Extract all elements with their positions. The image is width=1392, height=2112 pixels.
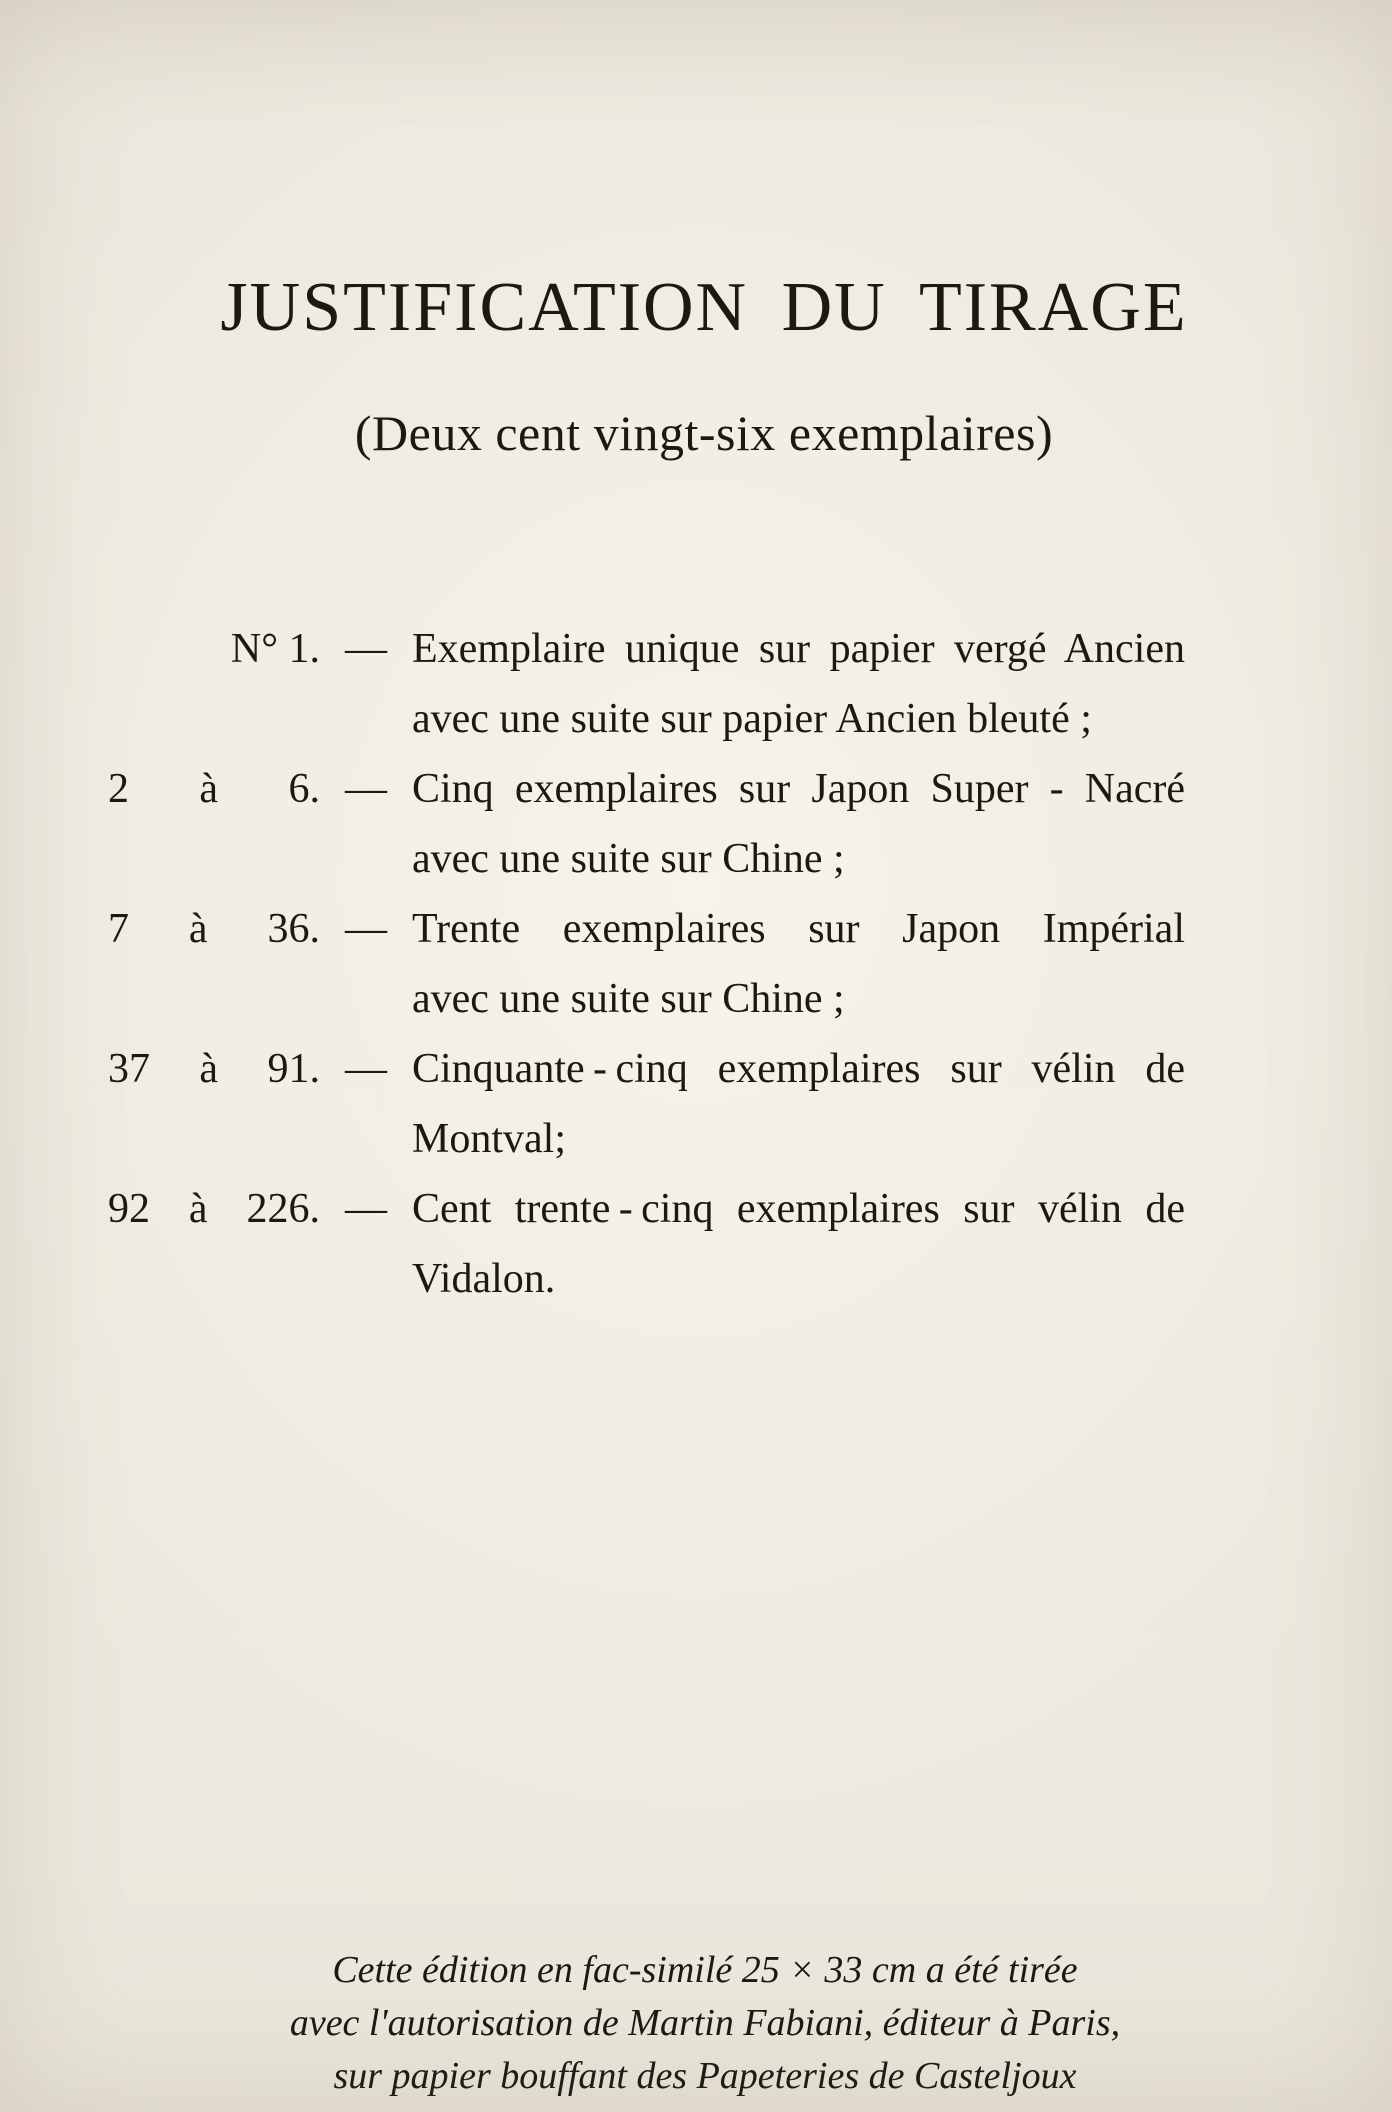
entry-dash: — — [345, 626, 387, 672]
page-title: JUSTIFICATION DU TIRAGE — [220, 269, 1188, 346]
entry-dash: — — [345, 1046, 387, 1092]
entry-text-line-1: Cent trente - cinq exemplaires sur vélin de — [412, 1186, 1185, 1232]
entry-text-line-1: Trente exemplaires sur Japon Impérial — [412, 906, 1185, 952]
entry-text-line-2: avec une suite sur papier Ancien bleuté ; — [412, 696, 1092, 742]
entry-text-line-1: Cinq exemplaires sur Japon Super - Nacré — [412, 766, 1185, 812]
entry-text-line-2: Montval; — [412, 1116, 566, 1162]
entry-label: 2 à 6. — [108, 766, 320, 812]
entry-label: 7 à 36. — [108, 906, 320, 952]
entry-label: 37 à 91. — [108, 1046, 320, 1092]
entry-text-line-2: avec une suite sur Chine ; — [412, 976, 845, 1022]
edition-entry-5 — [108, 1174, 1185, 1314]
page-subtitle: (Deux cent vingt-six exemplaires) — [354, 405, 1054, 461]
entry-label: 92 à 226. — [108, 1186, 320, 1232]
entry-dash: — — [345, 1186, 387, 1232]
edition-list — [108, 614, 1185, 1314]
colophon-line-2: avec l'autorisation de Martin Fabiani, éditeur à Paris, — [289, 2002, 1121, 2044]
edition-entry-2 — [108, 754, 1185, 894]
entry-text-line-1: Cinquante - cinq exemplaires sur vélin de — [412, 1046, 1185, 1092]
colophon — [9, 1944, 1392, 2103]
entry-text-line-1: Exemplaire unique sur papier vergé Ancien — [412, 626, 1185, 672]
entry-dash: — — [345, 906, 387, 952]
entry-text-line-2: avec une suite sur Chine ; — [412, 836, 845, 882]
entry-label: N° 1. — [230, 626, 320, 672]
colophon-line-3: sur papier bouffant des Papeteries de Casteljoux — [333, 2055, 1077, 2097]
edition-entry-3 — [108, 894, 1185, 1034]
edition-entry-4 — [108, 1034, 1185, 1174]
edition-entry-1 — [108, 614, 1185, 754]
entry-text-line-2: Vidalon. — [412, 1256, 556, 1302]
entry-dash: — — [345, 766, 387, 812]
colophon-line-1: Cette édition en fac-similé 25 × 33 cm a été tirée — [332, 1949, 1078, 1991]
